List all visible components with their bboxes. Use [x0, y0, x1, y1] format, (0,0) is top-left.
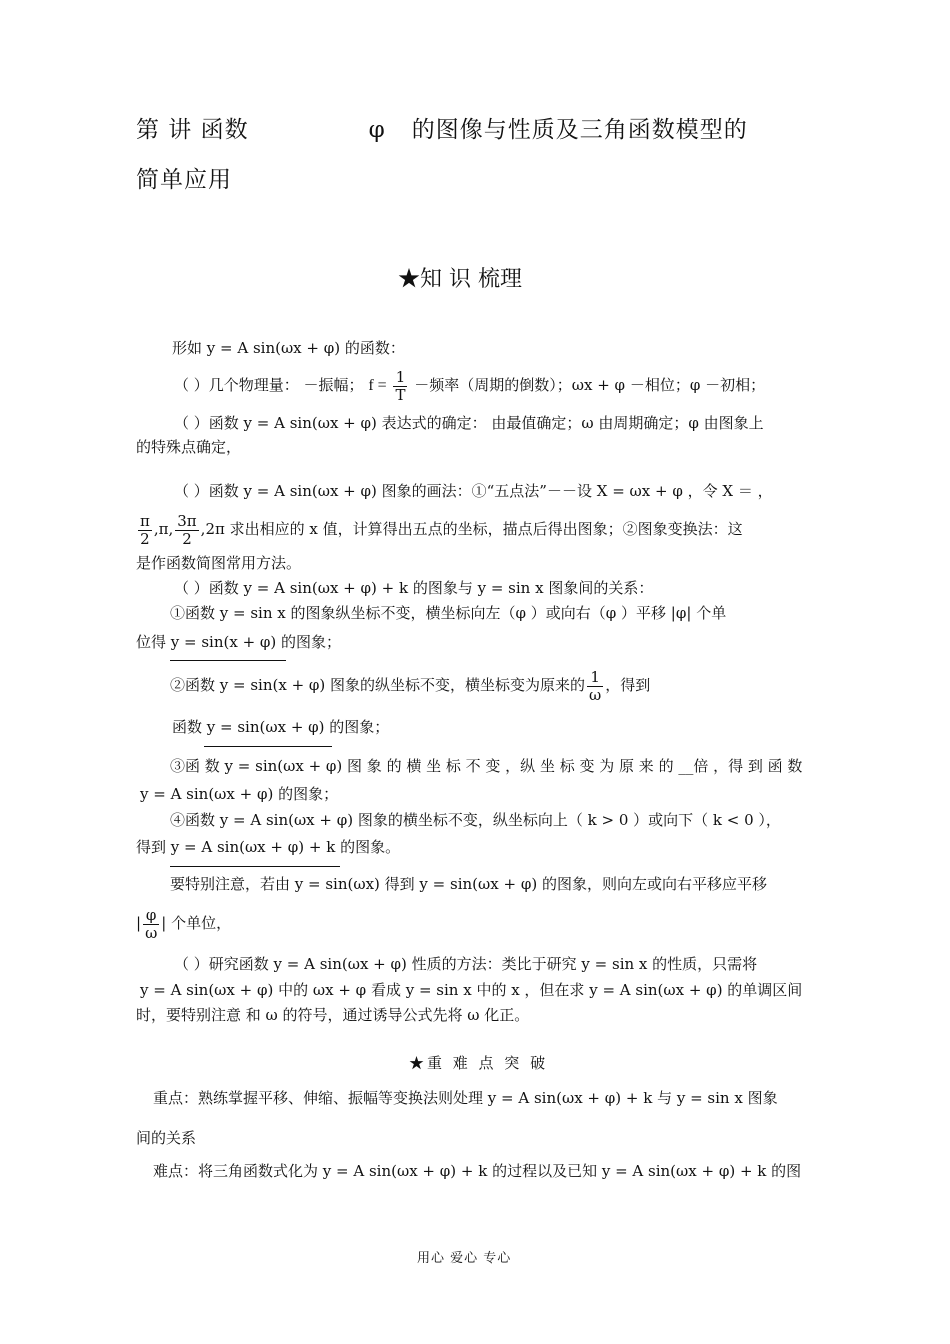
frac-3pi-over-2	[175, 513, 198, 548]
divider-rule	[170, 866, 340, 867]
frac-denominator: ω	[589, 685, 602, 704]
item-4-line-2: 得到 y = A sin(ωx + φ) + k 的图象。	[136, 838, 401, 856]
paragraph-drawing-points	[136, 509, 743, 549]
page-footer: 用心 爱心 专心	[417, 1251, 512, 1266]
intro-text: 形如 y = A sin(ωx + φ) 的函数：	[172, 339, 405, 357]
p1-f-symbol: f =	[368, 377, 387, 394]
p3-tail: ,2π 求出相应的 x 值，计算得出五点的坐标，描点后得出图象；②图象变换法：这	[200, 520, 743, 538]
frac-one-over-t	[393, 369, 407, 404]
item-2-line-2: 函数 y = sin(ωx + φ) 的图象；	[172, 718, 390, 736]
frac-numerator: 3π	[177, 511, 197, 530]
paragraph-expression-cont: 的特殊点确定，	[136, 438, 242, 456]
paragraph-properties-line-3: 时，要特别注意 和 ω 的符号，通过诱导公式先将 ω 化正。	[136, 1006, 530, 1024]
frac-denominator: ω	[145, 923, 158, 942]
note-line-1: 要特别注意，若由 y = sin(ωx) 得到 y = sin(ωx + φ) 的图象，则向左或向右平移应平移	[170, 875, 767, 893]
abs-bar-right-text: | 个单位，	[161, 914, 232, 932]
abs-bar-left: |	[136, 914, 142, 932]
paragraph-expression: （ ）函数 y = A sin(ωx + φ) 表达式的确定： 由最值确定；ω 由周期确定；φ 由图象上	[174, 414, 764, 432]
frac-numerator: 1	[393, 369, 407, 387]
item-1-line-1: ①函数 y = sin x 的图象纵坐标不变，横坐标向左（φ ）或向右（φ ）平移 |φ| 个单	[170, 604, 727, 622]
key-point-line-1: 重点：熟练掌握平移、伸缩、振幅等变换法则处理 y = A sin(ωx + φ) + k 与 y = sin x 图象	[153, 1089, 778, 1107]
section-heading-knowledge: ★知 识 梳理	[398, 267, 522, 292]
title-suffix: 的图像与性质及三角函数模型的	[411, 117, 748, 143]
frac-pi-over-2	[138, 513, 152, 548]
divider-rule	[204, 746, 332, 747]
frac-numerator: 1	[587, 669, 603, 687]
difficulty-line-1: 难点：将三角函数式化为 y = A sin(ωx + φ) + k 的过程以及已知 y = A sin(ωx + φ) + k 的图	[153, 1162, 802, 1180]
paragraph-properties-line-1: （ ）研究函数 y = A sin(ωx + φ) 性质的方法：类比于研究 y = sin x 的性质，只需将	[174, 955, 758, 973]
item-2-line-1	[170, 664, 650, 706]
item-2-text-a: ②函数 y = sin(x + φ) 图象的纵坐标不变，横坐标变为原来的	[170, 676, 586, 694]
paragraph-drawing-end: 是作函数简图常用方法。	[136, 554, 302, 572]
title-line-2: 简单应用	[136, 167, 232, 193]
paragraph-drawing: （ ）函数 y = A sin(ωx + φ) 图象的画法：①“五点法”－－设 X = ωx + φ ，令 X ＝ ，	[174, 482, 773, 500]
paragraph-properties-line-2: y = A sin(ωx + φ) 中的 ωx + φ 看成 y = sin x 中的 x ，但在求 y = A sin(ωx + φ) 的单调区间	[140, 981, 803, 999]
frac-denominator: 2	[182, 529, 192, 548]
title-line-1	[136, 117, 748, 143]
title-prefix: 第 讲 函数	[136, 117, 249, 143]
item-4-line-1: ④函数 y = A sin(ωx + φ) 图象的横坐标不变，纵坐标向上（ k > 0 ）或向下（ k < 0 ），	[170, 811, 781, 829]
frac-denominator: T	[395, 385, 406, 404]
item-1-line-2: 位得 y = sin(x + φ) 的图象；	[136, 633, 342, 651]
note-line-2	[136, 902, 231, 944]
item-3-line-1: ③函 数 y = sin(ωx + φ) 图 象 的 横 坐 标 不 变 ，纵 坐 标 变 为 原 来 的 __倍 ，得 到 函 数	[170, 757, 803, 775]
section-heading-key-points: ★重 难 点 突 破	[409, 1054, 549, 1072]
p1-text-b: －频率（周期的倒数）；ωx + φ －相位；φ －初相；	[414, 376, 766, 394]
p1-text-a: （ ）几个物理量： －振幅；	[174, 376, 364, 394]
paragraph-physical-quantities	[174, 366, 765, 405]
divider-rule	[170, 660, 286, 661]
p3-mid: ,π,	[153, 520, 174, 538]
key-point-line-2: 间的关系	[136, 1129, 197, 1147]
item-3-line-2: y = A sin(ωx + φ) 的图象；	[140, 785, 339, 803]
paragraph-relation-head: （ ）函数 y = A sin(ωx + φ) + k 的图象与 y = sin x 图象间的关系：	[174, 579, 654, 597]
frac-numerator: π	[140, 511, 150, 530]
frac-denominator: 2	[140, 529, 150, 548]
title-phi: φ	[368, 117, 386, 143]
frac-one-over-omega	[587, 669, 603, 704]
frac-phi-over-omega	[143, 907, 159, 942]
frac-numerator: φ	[143, 907, 159, 925]
item-2-text-b: ，得到	[605, 676, 651, 694]
